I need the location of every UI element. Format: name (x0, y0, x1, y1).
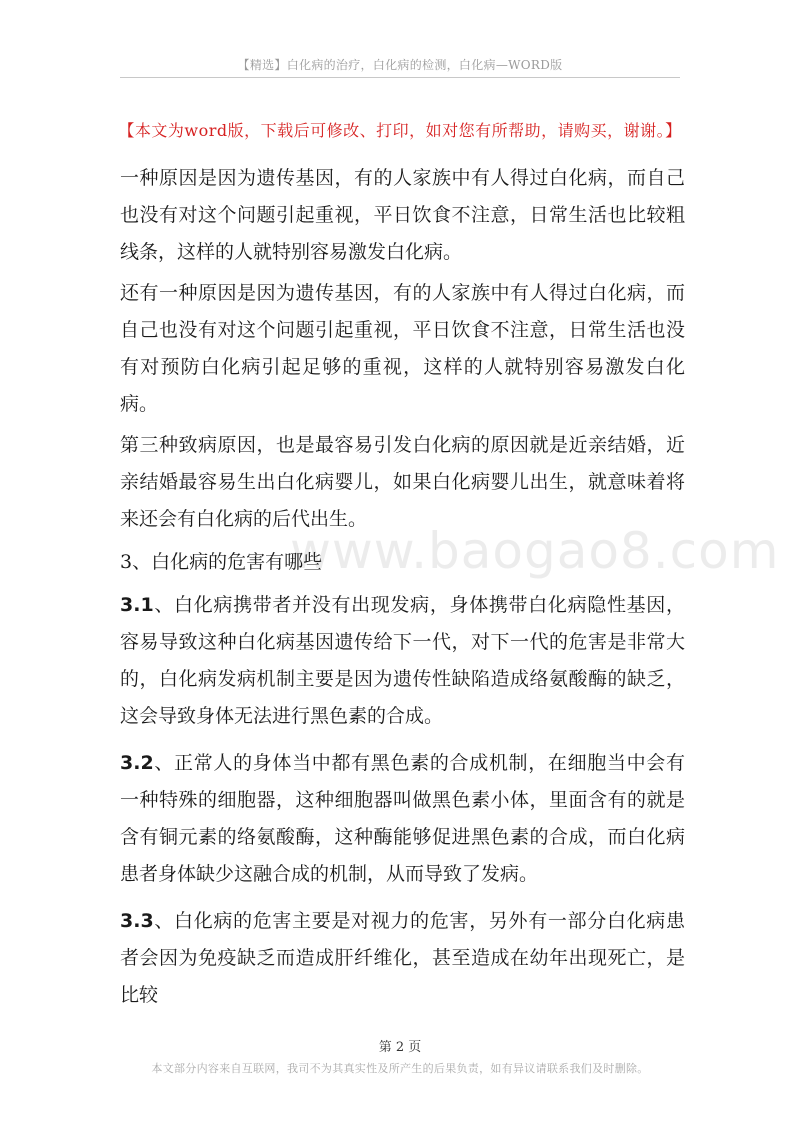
header-divider (120, 77, 680, 78)
subsection-3-3 (120, 903, 685, 1014)
subsection-number: 3.2 (120, 752, 154, 774)
subsection-3-1 (120, 587, 685, 735)
paragraph-2: 还有一种原因是因为遗传基因，有的人家族中有人得过白化病，而自己也没有对这个问题引起重视，平日饮食不注意，日常生活也没有对预防白化病引起足够的重视，这样的人就特别容易激发白化病。 (120, 282, 685, 415)
subsection-text: 、正常人的身体当中都有黑色素的合成机制，在细胞当中会有一种特殊的细胞器，这种细胞器叫做黑色素小体，里面含有的就是含有铜元素的络氨酸酶，这种酶能够促进黑色素的合成，而白化病患者身体缺少这融合成的机制，从而导致了发病。 (120, 752, 685, 885)
document-body (120, 160, 685, 1024)
subsection-text: 、白化病携带者并没有出现发病，身体携带白化病隐性基因，容易导致这种白化病基因遗传给下一代，对下一代的危害是非常大的，白化病发病机制主要是因为遗传性缺陷造成络氨酸酶的缺乏，这会导致身体无法进行黑色素的合成。 (120, 594, 685, 727)
paragraph-1: 一种原因是因为遗传基因，有的人家族中有人得过白化病，而自己也没有对这个问题引起重视，平日饮食不注意，日常生活也比较粗线条，这样的人就特别容易激发白化病。 (120, 167, 685, 263)
subsection-number: 3.1 (120, 594, 154, 616)
section-heading: 3、白化病的危害有哪些 (120, 551, 323, 573)
word-version-notice: 【本文为word版，下载后可修改、打印，如对您有所帮助，请购买，谢谢。】 (118, 121, 682, 140)
page-footer: 本文部分内容来自互联网，我司不为其真实性及所产生的后果负责，如有异议请联系我们及时删除。 (151, 1062, 649, 1075)
page-header: 【精选】白化病的治疗，白化病的检测，白化病—WORD版 (237, 58, 563, 72)
paragraph-3: 第三种致病原因，也是最容易引发白化病的原因就是近亲结婚，近亲结婚最容易生出白化病婴儿，如果白化病婴儿出生，就意味着将来还会有白化病的后代出生。 (120, 434, 685, 530)
page-number: 第 2 页 (378, 1040, 422, 1055)
subsection-number: 3.3 (120, 910, 154, 932)
subsection-3-2 (120, 745, 685, 893)
subsection-text: 、白化病的危害主要是对视力的危害，另外有一部分白化病患者会因为免疫缺乏而造成肝纤维化，甚至造成在幼年出现死亡，是比较 (120, 910, 685, 1006)
watermark-text: www.baogao8.com (290, 522, 780, 580)
